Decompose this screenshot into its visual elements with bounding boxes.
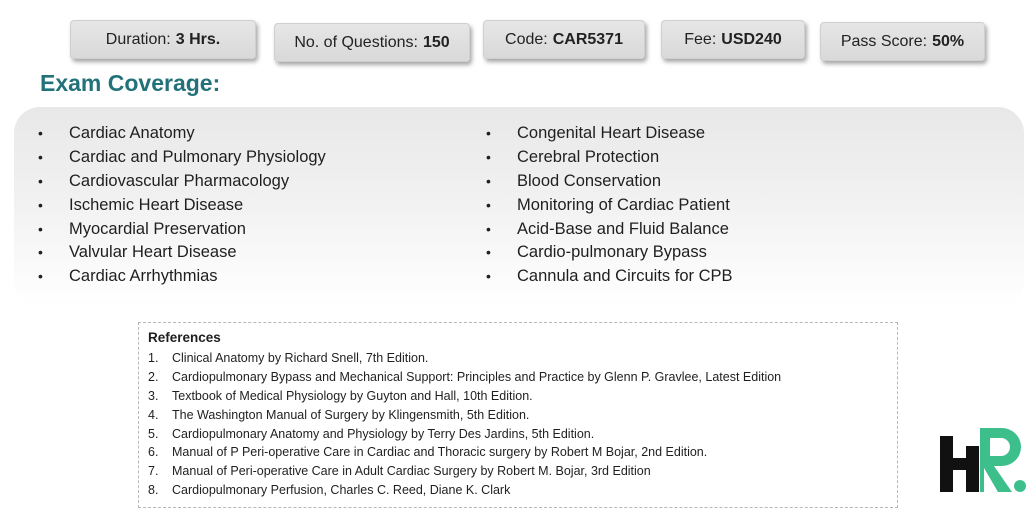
pass-score-pill <box>820 22 985 61</box>
duration-label: Duration: <box>105 30 171 48</box>
exam-coverage-title: Exam Coverage: <box>40 70 221 96</box>
questions-label: No. of Questions: <box>294 33 418 51</box>
list-item: • Cerebral Protection <box>486 145 733 169</box>
bullet-icon: • <box>38 172 43 189</box>
bullet-icon: • <box>38 148 43 165</box>
code-value: CAR5371 <box>552 30 623 48</box>
bullet-icon: • <box>486 220 491 237</box>
coverage-list-right <box>486 121 733 288</box>
reference-item: 2. Cardiopulmonary Bypass and Mechanical Support: Principles and Practice by Glenn P. Gravlee, Latest Edition <box>148 369 782 384</box>
bullet-icon: • <box>38 196 43 213</box>
hr-logo-icon <box>938 426 1030 498</box>
list-item: • Blood Conservation <box>486 169 733 193</box>
reference-item: 1. Clinical Anatomy by Richard Snell, 7th Edition. <box>148 351 429 365</box>
list-item: • Cardiac and Pulmonary Physiology <box>38 145 326 169</box>
fee-value: USD240 <box>721 30 782 48</box>
reference-item: 3. Textbook of Medical Physiology by Guyton and Hall, 10th Edition. <box>148 388 533 403</box>
bullet-icon: • <box>486 125 491 141</box>
bullet-icon: • <box>38 125 43 141</box>
references-title: References <box>148 330 221 345</box>
exam-info-bar <box>0 20 1034 62</box>
fee-pill <box>661 20 805 59</box>
list-item: • Cardiovascular Pharmacology <box>38 169 326 193</box>
coverage-list-left <box>38 121 326 288</box>
list-item: • Cardio-pulmonary Bypass <box>486 240 733 264</box>
bullet-icon: • <box>38 220 43 237</box>
code-label: Code: <box>505 30 548 48</box>
list-item: • Congenital Heart Disease <box>486 121 733 145</box>
references-box <box>138 322 898 508</box>
bullet-icon: • <box>38 244 43 261</box>
duration-value: 3 Hrs. <box>175 30 221 48</box>
bullet-icon: • <box>486 196 491 213</box>
list-item: • Valvular Heart Disease <box>38 240 326 264</box>
list-item: • Acid-Base and Fluid Balance <box>486 217 733 241</box>
pass-score-label: Pass Score: <box>840 32 928 50</box>
reference-item: 8. Cardiopulmonary Perfusion, Charles C. Reed, Diane K. Clark <box>148 483 511 498</box>
reference-item: 6. Manual of P Peri-operative Care in Cardiac and Thoracic surgery by Robert M Bojar, 2nd Edition. <box>148 445 708 460</box>
fee-label: Fee: <box>684 30 717 48</box>
bullet-icon: • <box>486 268 491 285</box>
list-item: • Cardiac Anatomy <box>38 121 326 145</box>
list-item: • Ischemic Heart Disease <box>38 193 326 217</box>
bullet-icon: • <box>486 148 491 165</box>
list-item: • Monitoring of Cardiac Patient <box>486 193 733 217</box>
questions-value: 150 <box>422 33 450 51</box>
duration-pill <box>70 20 256 59</box>
list-item: • Cannula and Circuits for CPB <box>486 264 733 288</box>
bullet-icon: • <box>486 244 491 261</box>
reference-item: 7. Manual of Peri-operative Care in Adult Cardiac Surgery by Robert M. Bojar, 3rd Edition <box>148 464 651 479</box>
questions-pill <box>274 23 470 62</box>
references-list <box>148 349 781 500</box>
reference-item: 5. Cardiopulmonary Anatomy and Physiology by Terry Des Jardins, 5th Edition. <box>148 426 595 441</box>
list-item: • Cardiac Arrhythmias <box>38 264 326 288</box>
pass-score-value: 50% <box>932 32 965 50</box>
bullet-icon: • <box>38 268 43 285</box>
code-pill <box>483 20 645 59</box>
list-item: • Myocardial Preservation <box>38 217 326 241</box>
reference-item: 4. The Washington Manual of Surgery by Klingensmith, 5th Edition. <box>148 407 530 422</box>
bullet-icon: • <box>486 172 491 189</box>
